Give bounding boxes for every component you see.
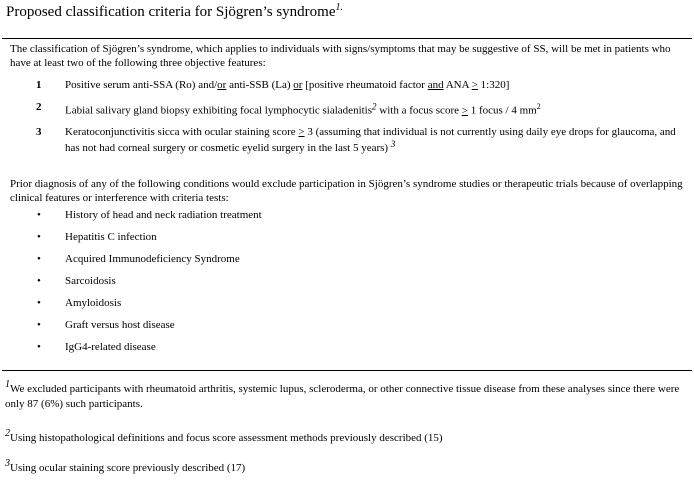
footnote-1 xyxy=(5,379,690,412)
table-title xyxy=(6,3,343,21)
criterion-number: 1 xyxy=(36,79,42,91)
geq-symbol: > xyxy=(471,79,478,91)
criterion-text-part: Keratoconjunctivitis sicca with ocular staining score xyxy=(65,126,299,138)
criterion-text-part: Labial salivary gland biopsy exhibiting focal lymphocytic sialadenitis xyxy=(65,104,373,117)
footnote-mark: 1 xyxy=(5,379,10,390)
criterion-text-part: Positive serum anti-SSA (Ro) and/ xyxy=(65,79,218,91)
criterion-underlined: or xyxy=(217,79,227,91)
list-item: Sarcoidosis xyxy=(65,275,116,287)
top-rule xyxy=(2,38,692,39)
geq-symbol: > xyxy=(461,104,468,117)
title-footnote-mark: 1. xyxy=(335,2,344,13)
criterion-text-part: 1:320] xyxy=(477,79,510,91)
criterion-text-part: with a focus score xyxy=(376,104,462,117)
footnote-3 xyxy=(5,458,690,476)
list-item: Graft versus host disease xyxy=(65,319,175,331)
criterion-text-part: ANA xyxy=(443,79,472,91)
list-item: Acquired Immunodeficiency Syndrome xyxy=(65,253,240,265)
footnote-mark: 3 xyxy=(390,139,396,149)
footnote-mark: 2 xyxy=(372,101,377,112)
criterion-text xyxy=(65,77,690,93)
footnote-mark: 3 xyxy=(5,458,10,469)
bullet: • xyxy=(37,319,41,331)
criterion-number: 3 xyxy=(36,126,42,138)
bullet: • xyxy=(37,209,41,221)
criterion-underlined: and xyxy=(427,79,444,91)
prior-diagnosis-paragraph: Prior diagnosis of any of the following conditions would exclude participation in Sjögren’s syndrome studies or therapeutic trials because of overlapping clinical features or interference with criteria tests: xyxy=(10,178,683,204)
title-text: Proposed classification criteria for Sjögren’s syndrome xyxy=(6,4,336,20)
bullet: • xyxy=(37,231,41,243)
list-item: IgG4-related disease xyxy=(65,341,156,353)
bottom-rule xyxy=(2,370,692,371)
list-item: Hepatitis C infection xyxy=(65,231,157,243)
bullet: • xyxy=(37,297,41,309)
list-item: Amyloidosis xyxy=(65,297,122,309)
criterion-text-part: 1 focus / 4 mm xyxy=(467,104,537,117)
footnote-2 xyxy=(5,428,690,446)
criterion-underlined: or xyxy=(293,79,303,91)
footnote-mark: 2 xyxy=(5,428,10,439)
superscript: 2 xyxy=(536,102,541,111)
criterion-text-part: 3 (assuming that individual is not currently using daily eye drops for glaucoma, and has not had corneal surgery or cosmetic eyelid surgery in the last 5 years) xyxy=(65,126,676,154)
criterion-text xyxy=(65,99,690,119)
criterion-text xyxy=(65,124,690,156)
list-item: History of head and neck radiation treatment xyxy=(65,209,262,221)
bullet: • xyxy=(37,253,41,265)
footnote-text: Using ocular staining score previously described (17) xyxy=(10,462,246,474)
footnote-text: We excluded participants with rheumatoid arthritis, systemic lupus, scleroderma, or other connective tissue disease from these analyses since there were only 87 (6%) such participants. xyxy=(5,383,680,410)
criterion-number: 2 xyxy=(36,101,42,113)
intro-paragraph: The classification of Sjögren’s syndrome, which applies to individuals with signs/symptoms that may be suggestive of SS, will be met in patients who have at least two of the following three objective features: xyxy=(10,43,671,69)
bullet: • xyxy=(37,341,41,353)
footnote-text: Using histopathological definitions and focus score assessment methods previously described (15) xyxy=(10,432,443,444)
bullet: • xyxy=(37,275,41,287)
criterion-text-part: [positive rheumatoid factor xyxy=(302,79,428,91)
geq-symbol: > xyxy=(298,126,305,138)
criterion-text-part: anti-SSB (La) xyxy=(226,79,294,91)
